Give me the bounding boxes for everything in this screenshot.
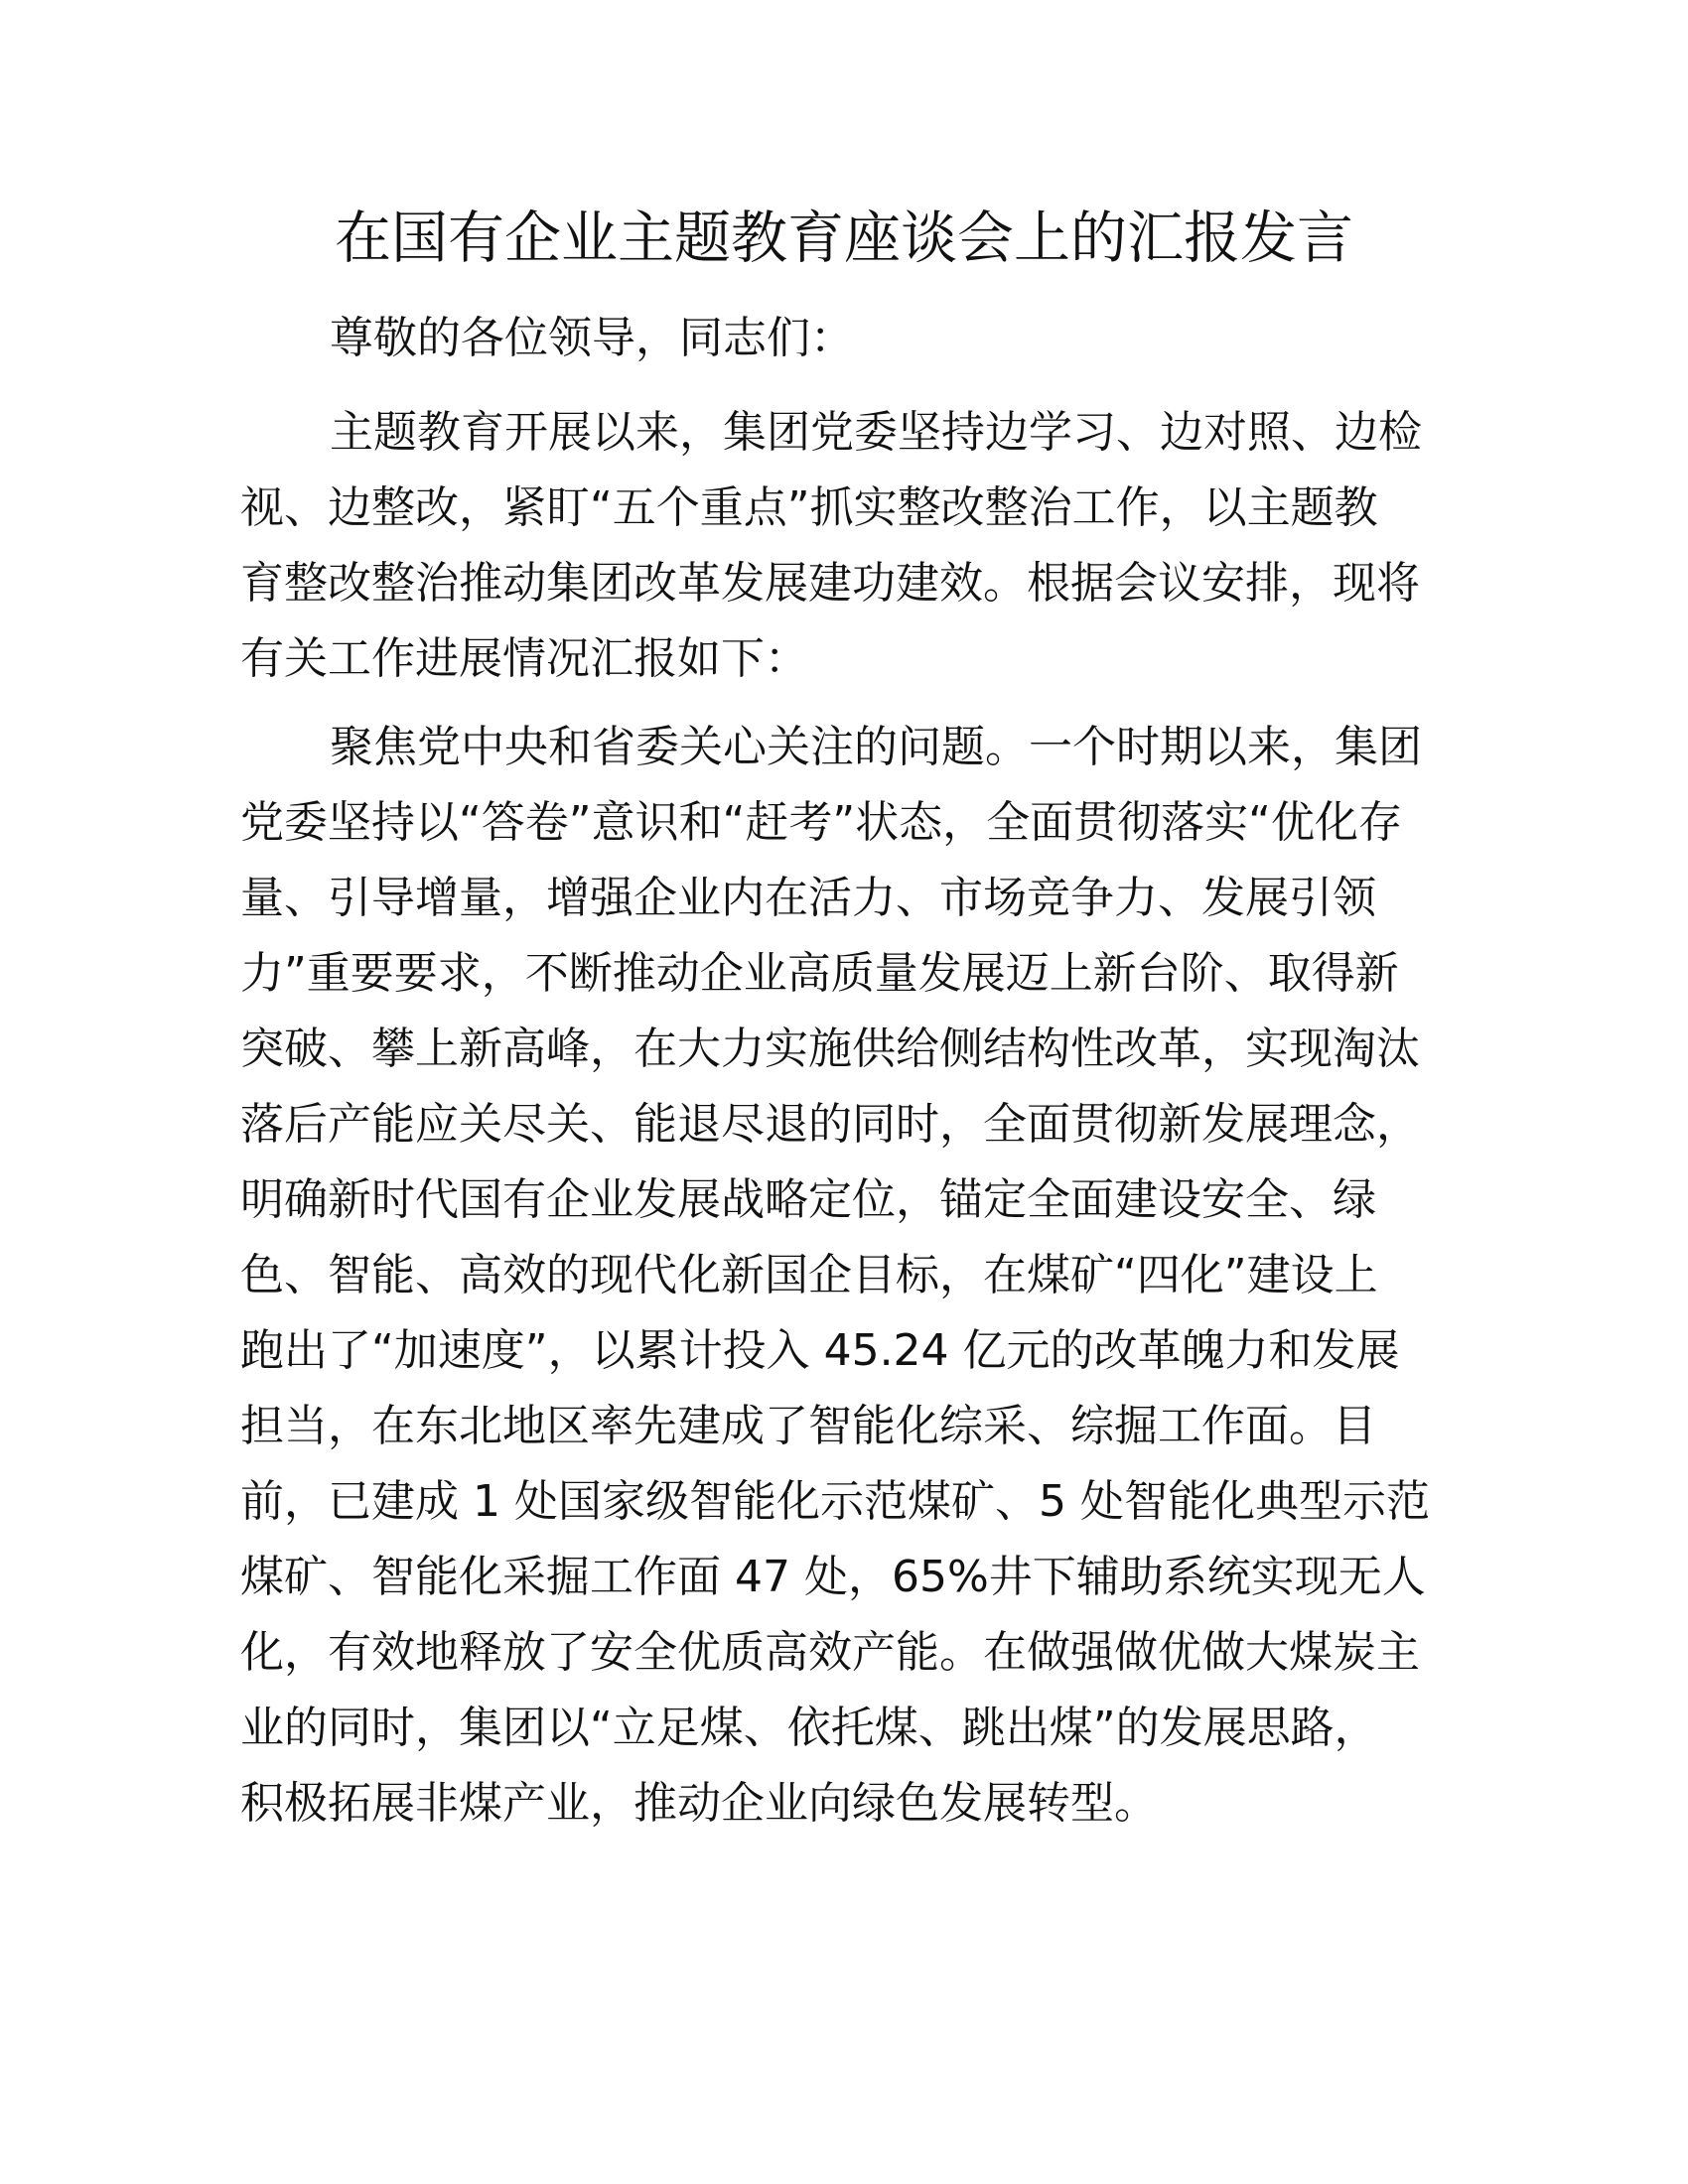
- paragraph-line: 前，已建成 1 处国家级智能化示范煤矿、5 处智能化典型示范: [240, 1476, 1430, 1527]
- paragraph-line: 力”重要要求，不断推动企业高质量发展迈上新台阶、取得新: [240, 948, 1399, 999]
- paragraph-line: 突破、攀上新高峰，在大力实施供给侧结构性改革，实现淘汰: [240, 1024, 1420, 1074]
- paragraph-line: 有关工作进展情况汇报如下：: [240, 633, 808, 684]
- paragraph-line: 量、引导增量，增强企业内在活力、市场竞争力、发展引领: [240, 873, 1376, 923]
- paragraph-line: 党委坚持以“答卷”意识和“赶考”状态，全面贯彻落实“优化存: [240, 797, 1402, 848]
- paragraph-line: 业的同时，集团以“立足煤、依托煤、跳出煤”的发展思路，: [240, 1703, 1378, 1753]
- paragraph-line: 育整改整治推动集团改革发展建功建效。根据会议安排，现将: [240, 558, 1420, 609]
- document-title: 在国有企业主题教育座谈会上的汇报发言: [335, 205, 1353, 271]
- paragraph-line: 跑出了“加速度”，以累计投入 45.24 亿元的改革魄力和发展: [240, 1325, 1400, 1376]
- paragraph-line: 明确新时代国有企业发展战略定位，锚定全面建设安全、绿: [240, 1174, 1376, 1225]
- paragraph-line: 主题教育开展以来，集团党委坚持边学习、边对照、边检: [330, 407, 1422, 458]
- paragraph-line: 化，有效地释放了安全优质高效产能。在做强做优做大煤炭主: [240, 1627, 1420, 1678]
- paragraph-line: 煤矿、智能化采掘工作面 47 处，65%井下辅助系统实现无人: [240, 1552, 1426, 1602]
- paragraph-line: 积极拓展非煤产业，推动企业向绿色发展转型。: [240, 1778, 1158, 1829]
- paragraph-line: 色、智能、高效的现代化新国企目标，在煤矿“四化”建设上: [240, 1250, 1378, 1300]
- paragraph-line: 聚焦党中央和省委关心关注的问题。一个时期以来，集团: [330, 722, 1422, 772]
- paragraph-line: 落后产能应关尽关、能退尽退的同时，全面贯彻新发展理念，: [240, 1099, 1420, 1150]
- paragraph-intro: [240, 395, 1450, 697]
- salutation-text: 尊敬的各位领导，同志们：: [330, 313, 854, 363]
- paragraph-line: 视、边整改，紧盯“五个重点”抓实整改整治工作，以主题教: [240, 482, 1378, 533]
- salutation: [240, 301, 1450, 376]
- paragraph-line: 担当，在东北地区率先建成了智能化综采、综掘工作面。目: [240, 1401, 1376, 1451]
- paragraph-focus: [240, 710, 1450, 1842]
